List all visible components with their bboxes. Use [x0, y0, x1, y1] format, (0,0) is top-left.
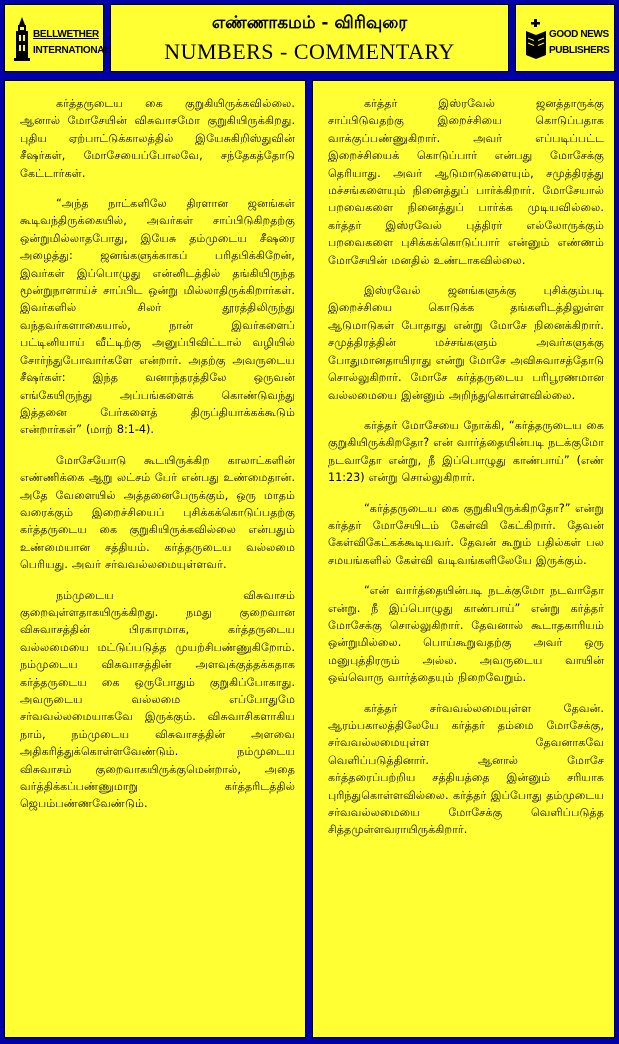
paragraph: கர்த்தருடைய கை குறுகியிருக்கவில்லை. ஆனால் மோசேயின் விசுவாசமோ குறுகியிருக்கிறது. புதிய ஏற்பாட்டுக்காலத்தில் இயேசுகிறிஸ்துவின் சீஷர்கள், மோசேயைப்போலவே, சந்தேகத்தோடு கேட்டார்கள்.: [20, 97, 295, 180]
paragraph: கர்த்தர் மோசேயை நோக்கி, “கர்த்தருடைய கை குறுகியிருக்கிறதோ? என் வார்த்தையின்படி நடக்குமோ நடவாதோ என்று, நீ இப்பொழுது காண்பாய்” (எண் 11:23) என்று சொல்லுகிறார்.: [328, 418, 604, 485]
publisher-logo-box-left: [4, 4, 111, 72]
page-title-english: NUMBERS - COMMENTARY: [164, 39, 455, 64]
open-book-icon: [524, 19, 548, 61]
title-box: [110, 4, 509, 72]
paragraph: “கர்த்தருடைய கை குறுகியிருக்கிறதோ?” என்று கர்த்தர் மோசேயிடம் கேள்வி கேட்கிறார். தேவன் கேள்விகேட்கக்கூடியவர். தேவன் கூறும் பதில்கள் பல சமயங்களில் கேள்வி வடிவங்களிலேயே இருக்கும்.: [328, 501, 604, 567]
good-news-logo-text: [549, 27, 609, 59]
bell-tower-icon: [13, 17, 31, 61]
right-column: [312, 80, 615, 1038]
bellwether-logo: [11, 15, 111, 63]
paragraph: “என் வார்த்தையின்படி நடக்குமோ நடவாதோ என்று. நீ இப்பொழுது காண்பாய்” என்று கர்த்தர் மோசேக்கு சொல்லுகிறார். தேவனால் கூடாதகாரியம் ஒன்றுமில்லை. பொய்கூறுவதற்கு அவர் ஒரு மனுபுத்திரரும் அல்ல. அவருடைய வாயின் ஒவ்வொரு வார்த்தையும் நிறைவேறும்.: [328, 584, 604, 685]
page-title-tamil: எண்ணாகமம் - விரிவுரை: [211, 13, 408, 33]
paragraph: இஸ்ரவேல் ஜனங்களுக்கு புசிக்கும்படி இறைச்சியை கொடுக்க தங்களிடத்திலுள்ள ஆடுமாடுகள் போதாது என்று மோசே நினைக்கிறார். சமுத்திரத்தின் மச்சங்களும் அவர்களுக்கு போதுமானதாயிராது என்று மோசே அவிசுவாசத்தோடு சொல்லுகிறார். மோசே கர்த்தருடைய பரிபூரணமான வல்லமையை இன்னும் அறிந்துகொள்ளவில்லை.: [328, 284, 604, 402]
logo-line-2: INTERNATIONAL: [33, 45, 111, 56]
publisher-logo-box-right: [515, 4, 615, 72]
paragraph: “அந்த நாட்களிலே திரளான ஜனங்கள் கூடிவந்திருக்கையில், அவர்கள் சாப்பிடுகிறதற்கு ஒன்றுமில்லாதபோது, இயேசு தம்முடைய சீஷரை அழைத்து: ஜனங்களுக்காகப் பரிதபிக்கிறேன், இவர்கள் இப்பொழுது என்னிடத்தில் தங்கியிருந்த மூன்றுநாளாய்ச் சாப்பிட ஒன்று மில்லாதிருக்கிறார்கள். இவர்களில் சிலர் தூரத்திலிருந்து வந்தவர்களாகையால், நான் இவர்களைப் பட்டினியாய் வீட்டிற்கு அனுப்பிவிட்டால் வழியில் சோர்ந்துபோவார்களே என்றார். அதற்கு அவருடைய சீஷர்கள்: இந்த வனாந்தரத்திலே ஒருவன் எங்கேயிருந்து அப்பங்களைக் கொண்டுவந்து இத்தனை பேர்களைத் திருப்தியாக்கக்கூடும் என்றார்கள்” (மாற் 8:1-4).: [20, 197, 295, 437]
paragraph: நம்முடைய விசுவாசம் குறைவுள்ளதாகயிருக்கிறது. நமது குறைவான விசுவாசத்தின் பிரகாரமாக, கர்த்தருடைய வல்லமையை மட்டுப்படுத்த முயற்சிபண்ணுகிறோம். நம்முடைய விசுவாசத்தின் அளவுக்குத்தக்கதாக கர்த்தருடைய கை ஒருபோதும் குறுகிப்போகாது. அவருடைய வல்லமை எப்போதுமே சர்வவல்லமையாகவே இருக்கும். விசுவாசிகளாகிய நாம், நம்முடைய விசுவாசத்தின் அளவை அதிகரித்துக்கொள்ளவேண்டும். நம்முடைய விசுவாசம் குறைவாகயிருக்குமென்றால், அதை வர்த்திக்கப்பண்ணுமாறு கர்த்தரிடத்தில் ஜெபம்பண்ணவேண்டும்.: [20, 588, 295, 811]
logo-line-2: PUBLISHERS: [549, 45, 610, 56]
logo-line-1: GOOD NEWS: [549, 29, 609, 40]
paragraph: மோசேயோடு கூடயிருக்கிற காலாட்களின் எண்ணிக்கை ஆறு லட்சம் பேர் என்பது உண்மைதான். அதே வேளையில் அத்தனைபேருக்கும், ஒரு மாதம் வரைக்கும் இறைச்சியைப் புசிக்கக்கொடுப்பதற்கு கர்த்தருடைய கை குறுகியிருக்கவில்லை என்பதும் உண்மையான சத்தியம். கர்த்தருடைய வல்லமை பெரியது. அவர் சர்வவல்லமையுள்ளவர்.: [20, 453, 295, 572]
page-header: [0, 0, 619, 78]
paragraph: கர்த்தர் சர்வவல்லமையுள்ள தேவன். ஆரம்பகாலத்திலேயே கர்த்தர் தம்மை மோசேக்கு, சர்வவல்லமையுள்ள தேவனாகவே வெளிப்படுத்தினார். ஆனால் மோசே கர்த்தரைப்பற்றிய சத்தியத்தை இன்னும் சரியாக புரிந்துகொள்ளவில்லை. கர்த்தர் இப்போது தம்முடைய சர்வவல்லமையை மோசேக்கு வெளிப்படுத்த சித்தமுள்ளவராயிருக்கிறார்.: [328, 701, 604, 837]
bellwether-logo-text: [33, 27, 110, 59]
good-news-logo: [522, 15, 610, 63]
paragraph: கர்த்தர் இஸ்ரவேல் ஜனத்தாருக்கு சாப்பிடுவதற்கு இறைச்சியை கொடுப்பதாக வாக்குப்பண்ணுகிறார். அவர் எப்படிப்பட்ட இறைச்சியைக் கொடுப்பார் என்பது மோசேக்கு தெரியாது. அவர் ஆடுமாடுகளையும், சமுத்திரத்து மச்சங்களையும் நினைத்துப் பார்க்கிறார். மோசேயால் பறவைகளை நினைத்துப் பார்க்க முடியவில்லை. கர்த்தர் இஸ்ரவேல் புத்திரர் எல்லோருக்கும் பறவைகளை புசிக்கக்கொடுப்பார் என்னும் எண்ணம் மோசேயின் மனதில் உண்டாகவில்லை.: [328, 97, 604, 267]
left-column: [4, 80, 306, 1038]
logo-line-1: BELLWETHER: [33, 29, 99, 40]
